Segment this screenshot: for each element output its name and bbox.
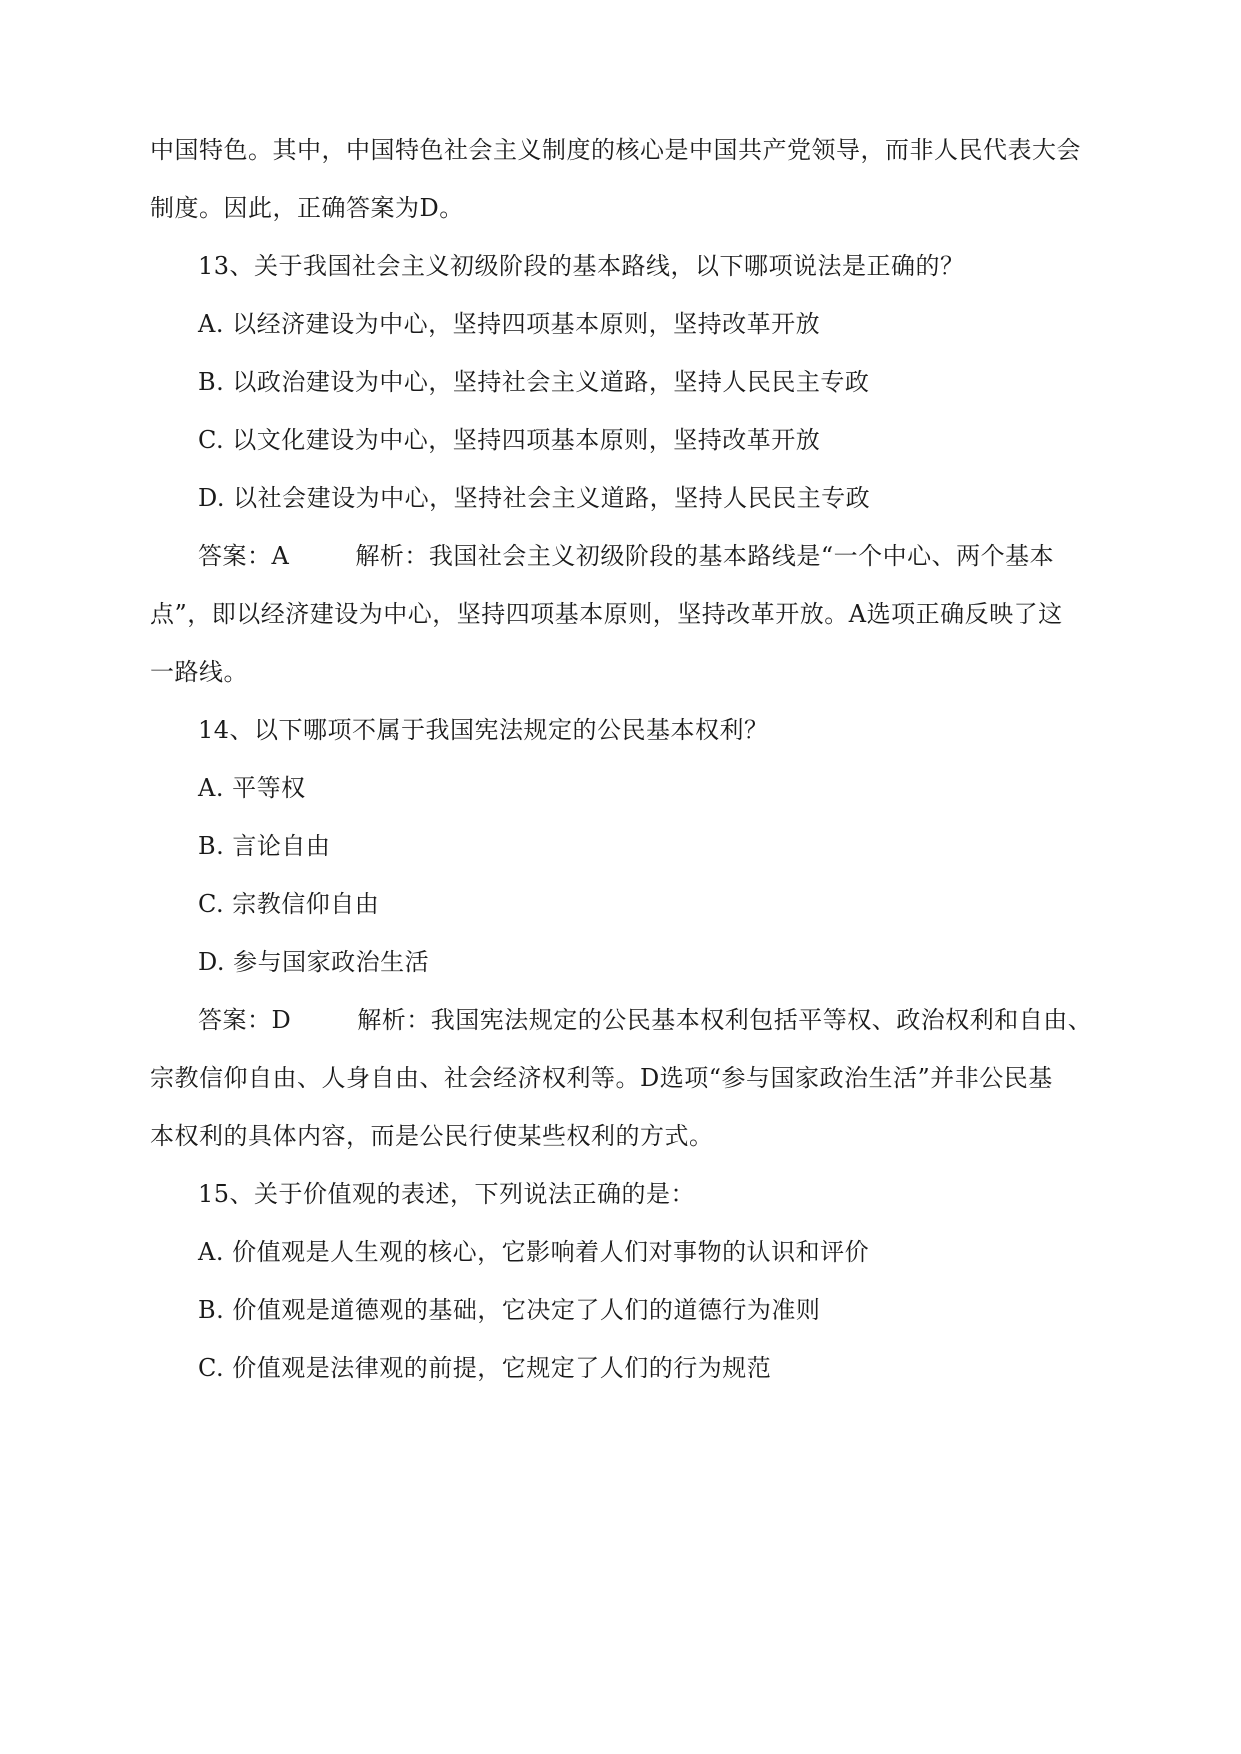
q15-option-b: B. 价值观是道德观的基础，它决定了人们的道德行为准则 [198, 1296, 821, 1324]
q13-analysis-line: 一路线。 [150, 658, 248, 686]
q14-analysis-line: 本权利的具体内容，而是公民行使某些权利的方式。 [150, 1122, 714, 1150]
question-13: 13、关于我国社会主义初级阶段的基本路线，以下哪项说法是正确的？ [198, 252, 965, 280]
q14-analysis: 解析：我国宪法规定的公民基本权利包括平等权、政治权利和自由、 [357, 1006, 1093, 1034]
question-14: 14、以下哪项不属于我国宪法规定的公民基本权利？ [198, 716, 769, 744]
q13-analysis: 解析：我国社会主义初级阶段的基本路线是“一个中心、两个基本 [355, 542, 1055, 570]
q15-option-a: A. 价值观是人生观的核心，它影响着人们对事物的认识和评价 [198, 1238, 870, 1266]
q13-answer: 答案：A [198, 542, 290, 570]
q13-option-b: B. 以政治建设为中心，坚持社会主义道路，坚持人民民主专政 [198, 368, 870, 396]
q14-option-a: A. 平等权 [198, 774, 306, 802]
paragraph-line: 制度。因此，正确答案为D。 [150, 194, 464, 222]
q13-analysis-line: 点”，即以经济建设为中心，坚持四项基本原则，坚持改革开放。A选项正确反映了这 [150, 600, 1063, 628]
q14-analysis-line: 宗教信仰自由、人身自由、社会经济权利等。D选项“参与国家政治生活”并非公民基 [150, 1064, 1053, 1092]
q14-option-c: C. 宗教信仰自由 [198, 890, 380, 918]
q13-option-d: D. 以社会建设为中心，坚持社会主义道路，坚持人民民主专政 [198, 484, 871, 512]
q15-option-c: C. 价值观是法律观的前提，它规定了人们的行为规范 [198, 1354, 772, 1382]
q14-option-d: D. 参与国家政治生活 [198, 948, 430, 976]
q14-answer: 答案：D [198, 1006, 292, 1034]
q14-answer-line [198, 1004, 1138, 1036]
question-15: 15、关于价值观的表述，下列说法正确的是： [198, 1180, 696, 1208]
paragraph-line: 中国特色。其中，中国特色社会主义制度的核心是中国共产党领导，而非人民代表大会 [150, 136, 1081, 164]
q14-option-b: B. 言论自由 [198, 832, 331, 860]
q13-option-c: C. 以文化建设为中心，坚持四项基本原则，坚持改革开放 [198, 426, 821, 454]
q13-option-a: A. 以经济建设为中心，坚持四项基本原则，坚持改革开放 [198, 310, 821, 338]
q13-answer-line [198, 540, 1138, 572]
